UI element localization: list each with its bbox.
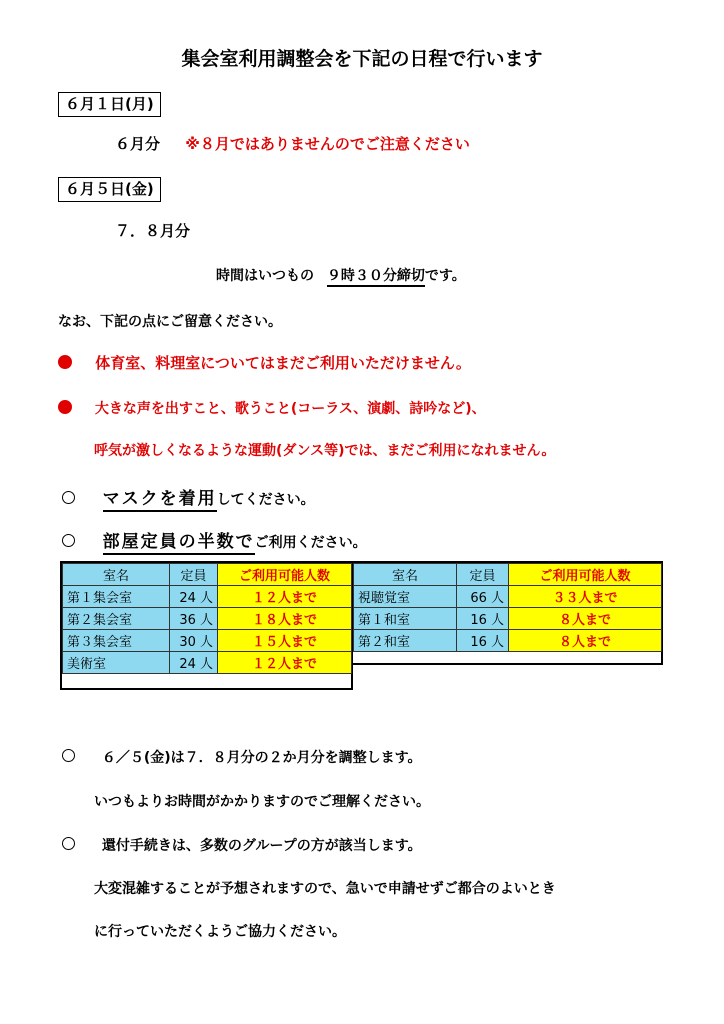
circle-bullet-icon bbox=[62, 837, 75, 850]
adjust-line-2: いつもよりお時間がかかりますのでご理解ください。 bbox=[94, 794, 430, 810]
room-cap: 36 人 bbox=[170, 608, 218, 630]
table-header-row bbox=[354, 564, 662, 586]
capacity-table-left bbox=[62, 563, 352, 674]
room-cap: 30 人 bbox=[170, 630, 218, 652]
date-box-2: ６月５日(金) bbox=[58, 177, 161, 202]
header-room: 室名 bbox=[354, 564, 457, 586]
room-cap: 24 人 bbox=[170, 652, 218, 674]
date-box-1: ６月１日(月) bbox=[58, 92, 161, 117]
refund-line-3: に行っていただくようご協力ください。 bbox=[94, 924, 346, 940]
header-room: 室名 bbox=[63, 564, 170, 586]
red-note-3: 呼気が激しくなるような運動(ダンス等)では、まだご利用になれません。 bbox=[94, 443, 556, 459]
room-cap: 16 人 bbox=[457, 630, 509, 652]
schedule-1-note: ※８月ではありませんのでご注意ください bbox=[185, 135, 470, 153]
table-row bbox=[63, 652, 352, 674]
adjust-line-1 bbox=[62, 747, 422, 767]
circle-bullet-icon bbox=[62, 749, 75, 762]
page-title: 集会室利用調整会を下記の日程で行います bbox=[181, 48, 543, 70]
schedule-2-detail: ７．８月分 bbox=[115, 222, 191, 240]
room-avail: ８人まで bbox=[509, 630, 662, 652]
room-avail: ３３人まで bbox=[509, 586, 662, 608]
header-avail: ご利用可能人数 bbox=[509, 564, 662, 586]
time-prefix: 時間はいつもの bbox=[216, 268, 314, 284]
header-avail: ご利用可能人数 bbox=[218, 564, 352, 586]
red-note-2 bbox=[58, 398, 486, 418]
red-note-1-text: 体育室、料理室についてはまだご利用いただけません。 bbox=[95, 354, 471, 372]
room-avail: １２人まで bbox=[218, 652, 352, 674]
time-suffix: です。 bbox=[424, 268, 466, 284]
room-name: 第２和室 bbox=[354, 630, 457, 652]
room-cap: 66 人 bbox=[457, 586, 509, 608]
room-name: 第３集会室 bbox=[63, 630, 170, 652]
mask-rest: してください。 bbox=[216, 492, 315, 508]
red-bullet-icon bbox=[58, 400, 72, 414]
adjust-line-1-text: ６／５(金)は７．８月分の２か月分を調整します。 bbox=[101, 750, 422, 766]
header-cap: 定員 bbox=[457, 564, 509, 586]
half-line bbox=[62, 527, 367, 552]
mask-line bbox=[62, 484, 315, 509]
table-row bbox=[63, 608, 352, 630]
room-name: 第１和室 bbox=[354, 608, 457, 630]
room-avail: １２人まで bbox=[218, 586, 352, 608]
capacity-table-right bbox=[353, 563, 662, 652]
room-name: 第２集会室 bbox=[63, 608, 170, 630]
header-cap: 定員 bbox=[170, 564, 218, 586]
circle-bullet-icon bbox=[62, 534, 75, 547]
table-row bbox=[63, 630, 352, 652]
schedule-1-detail bbox=[115, 133, 470, 154]
table-header-row bbox=[63, 564, 352, 586]
half-emphasis: 部屋定員の半数で bbox=[103, 532, 255, 555]
room-avail: １５人まで bbox=[218, 630, 352, 652]
room-cap: 16 人 bbox=[457, 608, 509, 630]
half-rest: ご利用ください。 bbox=[254, 535, 367, 551]
room-name: 第１集会室 bbox=[63, 586, 170, 608]
schedule-1-months: ６月分 bbox=[115, 135, 161, 153]
time-line bbox=[216, 265, 466, 285]
room-avail: １８人まで bbox=[218, 608, 352, 630]
table-row bbox=[63, 586, 352, 608]
room-name: 視聴覚室 bbox=[354, 586, 457, 608]
refund-line-1-text: 還付手続きは、多数のグループの方が該当します。 bbox=[101, 838, 422, 854]
room-avail: ８人まで bbox=[509, 608, 662, 630]
mask-emphasis: マスクを着用 bbox=[103, 489, 217, 512]
room-name: 美術室 bbox=[63, 652, 170, 674]
notice-intro: なお、下記の点にご留意ください。 bbox=[58, 314, 282, 330]
circle-bullet-icon bbox=[62, 491, 75, 504]
room-cap: 24 人 bbox=[170, 586, 218, 608]
refund-line-2: 大変混雑することが予想されますので、急いで申請せずご都合のよいとき bbox=[94, 881, 556, 897]
table-row bbox=[354, 608, 662, 630]
red-note-2-text: 大きな声を出すこと、歌うこと(コーラス、演劇、詩吟など)、 bbox=[94, 401, 486, 417]
table-row bbox=[354, 630, 662, 652]
red-note-1 bbox=[58, 352, 471, 373]
time-deadline: ９時３０分締切 bbox=[327, 268, 425, 287]
red-bullet-icon bbox=[58, 355, 72, 369]
refund-line-1 bbox=[62, 835, 422, 855]
table-row bbox=[354, 586, 662, 608]
